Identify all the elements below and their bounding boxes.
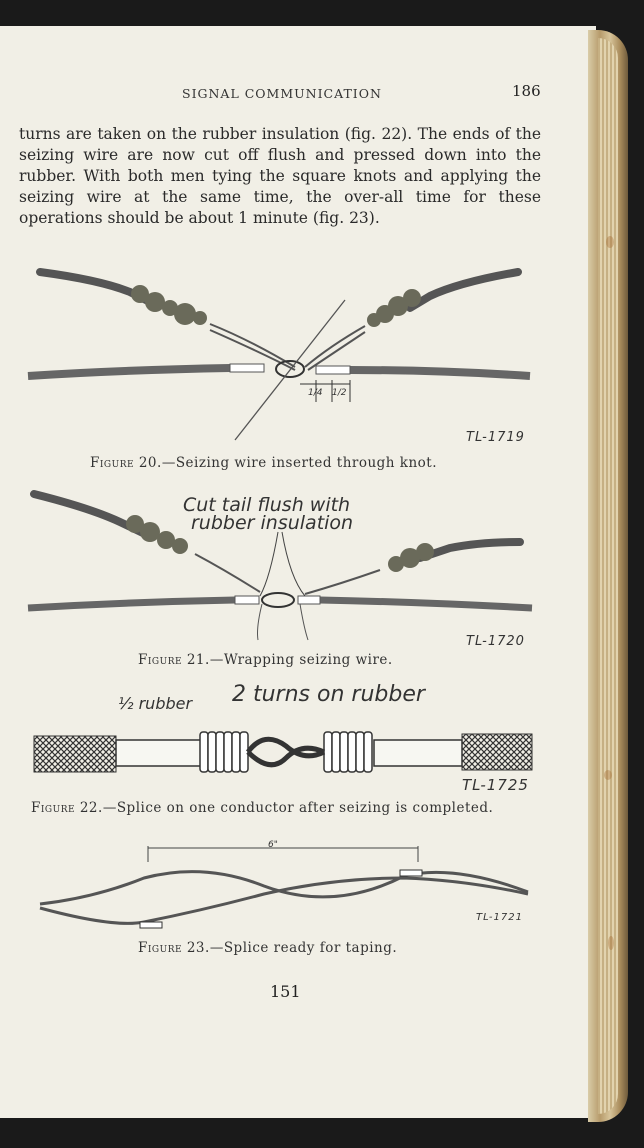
fig23-caption xyxy=(138,940,397,956)
fig22-label: Figure 22. xyxy=(31,800,103,816)
fig21-code: TL-1720 xyxy=(466,634,525,649)
fig21-label: Figure 21. xyxy=(138,652,210,668)
fig20-label: Figure 20. xyxy=(90,455,162,471)
page-edge-stack xyxy=(598,38,618,1114)
corner-page-number: 186 xyxy=(512,82,541,100)
body-paragraph-text: turns are taken on the rubber insulation (fig. 22). The ends of the seizing wire are now cut off flush and pressed down into the rubber. With both men tying the square knots and applying the seizing wire at the same time, the over-all time for these operations should be about 1 minute (fig. 23). xyxy=(19,125,541,227)
fig20-text: —Seizing wire inserted through knot. xyxy=(161,455,438,471)
fig22-code: TL-1725 xyxy=(462,776,529,794)
figure-23-drawing xyxy=(34,838,534,928)
fig22-annotation-turns: 2 turns on rubber xyxy=(232,682,425,707)
fig22-text: —Splice on one conductor after seizing is completed. xyxy=(102,800,494,816)
figure-22-drawing xyxy=(34,716,534,786)
running-header: SIGNAL COMMUNICATION xyxy=(182,86,382,101)
fig20-dim-half: 1/2 xyxy=(332,388,347,398)
fig23-label: Figure 23. xyxy=(138,940,210,956)
fig20-caption xyxy=(90,455,437,471)
foxing-spot xyxy=(608,936,614,950)
fig23-dimension: 6" xyxy=(268,840,278,850)
page-number: 151 xyxy=(270,982,301,1001)
fig21-annotation-line2: rubber insulation xyxy=(191,512,354,534)
fig22-caption xyxy=(31,800,493,816)
foxing-spot xyxy=(604,770,612,780)
body-paragraph xyxy=(19,124,541,229)
fig20-code: TL-1719 xyxy=(466,430,525,445)
fig21-text: —Wrapping seizing wire. xyxy=(209,652,393,668)
fig22-annotation-rubber: ½ rubber xyxy=(118,694,193,713)
foxing-spot xyxy=(606,236,614,248)
fig21-annotation-line1: Cut tail flush with xyxy=(183,494,351,516)
fig23-text: —Splice ready for taping. xyxy=(209,940,398,956)
fig20-dim-quarter: 1/4 xyxy=(308,388,323,398)
fig21-caption xyxy=(138,652,393,668)
fig23-code: TL-1721 xyxy=(476,912,523,923)
figure-20-drawing xyxy=(20,262,540,442)
